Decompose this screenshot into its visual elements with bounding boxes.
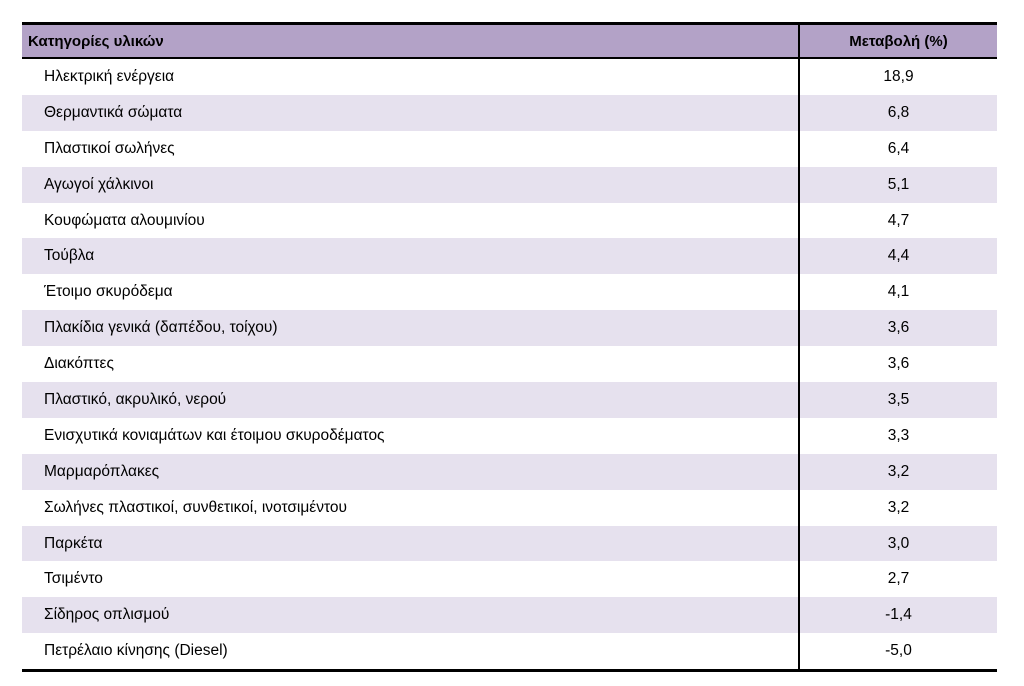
table-row [22,203,997,239]
row-change: 4,4 [887,247,910,265]
table-row [22,274,997,310]
table-row [22,167,997,203]
column-header-change: Μεταβολή (%) [799,24,997,59]
row-change: 5,1 [887,175,910,193]
table-header [22,24,997,59]
table-row [22,418,997,454]
row-change: 3,2 [887,462,910,480]
row-category: Έτοιμο σκυρόδεμα [22,274,799,310]
row-category: Σίδηρος οπλισμού [22,597,799,633]
header-row [22,24,997,59]
row-category: Σωλήνες πλαστικοί, συνθετικοί, ινοτσιμέντου [22,490,799,526]
row-category: Αγωγοί χάλκινοι [22,167,799,203]
table-row [22,454,997,490]
row-category: Τούβλα [22,238,799,274]
table-row [22,382,997,418]
row-category: Πλαστικό, ακρυλικό, νερού [22,382,799,418]
row-change: 3,5 [887,390,910,408]
table-row [22,95,997,131]
row-category: Διακόπτες [22,346,799,382]
row-category: Παρκέτα [22,526,799,562]
materials-price-change-table-container [22,22,997,672]
row-change: 4,7 [887,211,910,229]
row-change: 6,4 [887,139,910,157]
row-category: Θερμαντικά σώματα [22,95,799,131]
row-category: Πετρέλαιο κίνησης (Diesel) [22,633,799,670]
table-row [22,58,997,95]
table-body [22,58,997,671]
row-change: 3,6 [887,355,910,373]
table-row [22,526,997,562]
row-change: 2,7 [887,570,910,588]
row-category: Μαρμαρόπλακες [22,454,799,490]
table-row [22,310,997,346]
table-row [22,346,997,382]
table-row [22,131,997,167]
table-row [22,597,997,633]
row-category: Πλαστικοί σωλήνες [22,131,799,167]
row-category: Ενισχυτικά κονιαμάτων και έτοιμου σκυροδέματος [22,418,799,454]
row-change: -5,0 [799,633,997,670]
table-row [22,238,997,274]
row-category: Ηλεκτρική ενέργεια [22,58,799,95]
table-row [22,561,997,597]
table-row [22,633,997,670]
materials-price-change-table [22,22,997,672]
row-change: 3,3 [887,426,910,444]
row-category: Τσιμέντο [22,561,799,597]
table-row [22,490,997,526]
row-change: 3,2 [887,498,910,516]
row-change: 6,8 [887,103,910,121]
row-change: 3,0 [887,534,910,552]
row-change: 18,9 [883,67,914,85]
row-change: -1,4 [885,606,912,624]
row-category: Πλακίδια γενικά (δαπέδου, τοίχου) [22,310,799,346]
column-header-category: Κατηγορίες υλικών [22,24,799,59]
row-category: Κουφώματα αλουμινίου [22,203,799,239]
row-change: 3,6 [887,319,910,337]
row-change: 4,1 [887,283,910,301]
